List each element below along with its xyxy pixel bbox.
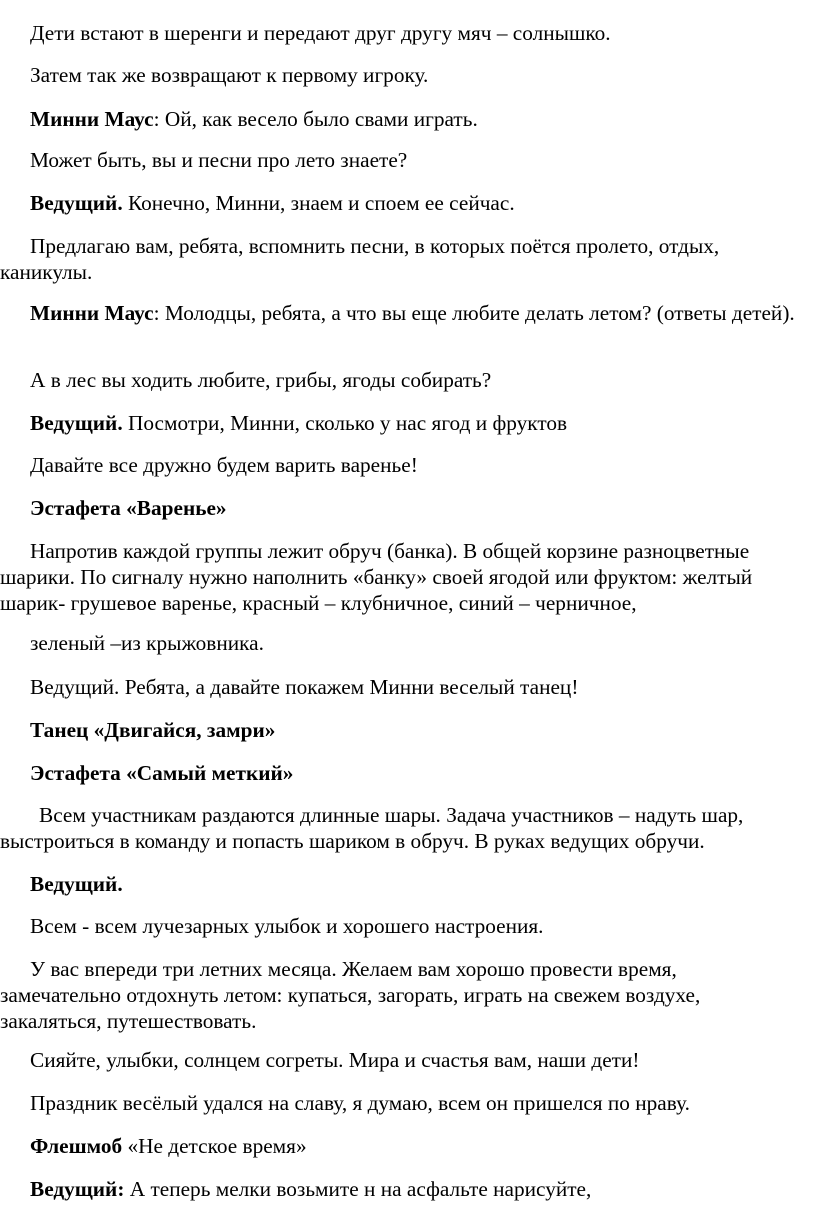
paragraph-5 <box>0 190 800 216</box>
paragraph-2 <box>0 62 800 88</box>
speaker-label: Ведущий. <box>30 191 123 215</box>
text-run: У вас впереди три летних месяца. Желаем вам хорошо провести время, замечательно отдохнуть летом: купаться, загорать, играть на свежем воздухе, закаляться, путешествовать. <box>0 957 701 1033</box>
paragraph-20 <box>0 956 800 1034</box>
speaker-heading <box>0 871 800 897</box>
paragraph-19 <box>0 913 800 939</box>
text-run: Дети встают в шеренги и передают друг другу мяч – солнышко. <box>30 21 611 45</box>
text-run: Напротив каждой группы лежит обруч (банка). В общей корзине разноцветные шарики. По сигналу нужно наполнить «банку» своей ягодой или фруктом: желтый шарик- грушевое варенье, красный – клубничное, синий – черничное, <box>0 539 753 615</box>
section-heading: Танец «Двигайся, замри» <box>30 718 276 742</box>
paragraph-10 <box>0 452 800 478</box>
paragraph-21 <box>0 1047 800 1073</box>
text-run: : Ой, как весело было свами играть. <box>153 107 478 131</box>
paragraph-17 <box>0 802 800 854</box>
paragraph-8 <box>0 367 800 393</box>
text-run: Ведущий. Ребята, а давайте покажем Минни веселый танец! <box>30 675 579 699</box>
text-run: Предлагаю вам, ребята, вспомнить песни, в которых поётся пролето, отдых, каникулы. <box>0 234 720 284</box>
paragraph-14 <box>0 674 800 700</box>
speaker-label: Ведущий. <box>30 872 123 896</box>
bold-run: Флешмоб <box>30 1134 123 1158</box>
text-run: Затем так же возвращают к первому игроку. <box>30 63 429 87</box>
paragraph-9 <box>0 410 800 436</box>
section-heading: Эстафета «Самый меткий» <box>30 761 294 785</box>
section-heading-jam-relay <box>0 495 800 521</box>
section-heading-accuracy-relay <box>0 760 800 786</box>
paragraph-13 <box>0 630 800 656</box>
text-run: Всем - всем лучезарных улыбок и хорошего настроения. <box>30 914 544 938</box>
paragraph-24 <box>0 1176 800 1202</box>
paragraph-3 <box>0 106 800 132</box>
text-run: зеленый –из крыжовника. <box>30 631 264 655</box>
text-run: Давайте все дружно будем варить варенье! <box>30 453 418 477</box>
section-heading: Эстафета «Варенье» <box>30 496 227 520</box>
text-run: Всем участникам раздаются длинные шары. Задача участников – надуть шар, выстроиться в команду и попасть шариком в обруч. В руках ведущих обручи. <box>0 803 744 853</box>
text-run: Посмотри, Минни, сколько у нас ягод и фруктов <box>122 411 568 435</box>
speaker-label: Ведущий. <box>30 411 123 435</box>
paragraph-22 <box>0 1090 800 1116</box>
section-heading-dance <box>0 717 800 743</box>
text-run: А теперь мелки возьмите н на асфальте нарисуйте, <box>124 1177 592 1201</box>
text-run: Конечно, Минни, знаем и споем ее сейчас. <box>122 191 515 215</box>
paragraph-12 <box>0 538 800 616</box>
text-run: : Молодцы, ребята, а что вы еще любите делать летом? (ответы детей). <box>153 301 795 325</box>
text-run: А в лес вы ходить любите, грибы, ягоды собирать? <box>30 368 492 392</box>
paragraph-7 <box>0 300 800 326</box>
speaker-label: Минни Маус <box>30 107 154 131</box>
text-run: Сияйте, улыбки, солнцем согреты. Мира и счастья вам, наши дети! <box>30 1048 640 1072</box>
paragraph-1 <box>0 20 800 46</box>
paragraph-6 <box>0 233 800 285</box>
text-run: Праздник весёлый удался на славу, я думаю, всем он пришелся по нраву. <box>30 1091 690 1115</box>
paragraph-flashmob <box>0 1133 800 1159</box>
paragraph-4 <box>0 147 800 173</box>
speaker-label: Ведущий: <box>30 1177 125 1201</box>
text-run: «Не детское время» <box>122 1134 307 1158</box>
text-run: Может быть, вы и песни про лето знаете? <box>30 148 408 172</box>
speaker-label: Минни Маус <box>30 301 154 325</box>
